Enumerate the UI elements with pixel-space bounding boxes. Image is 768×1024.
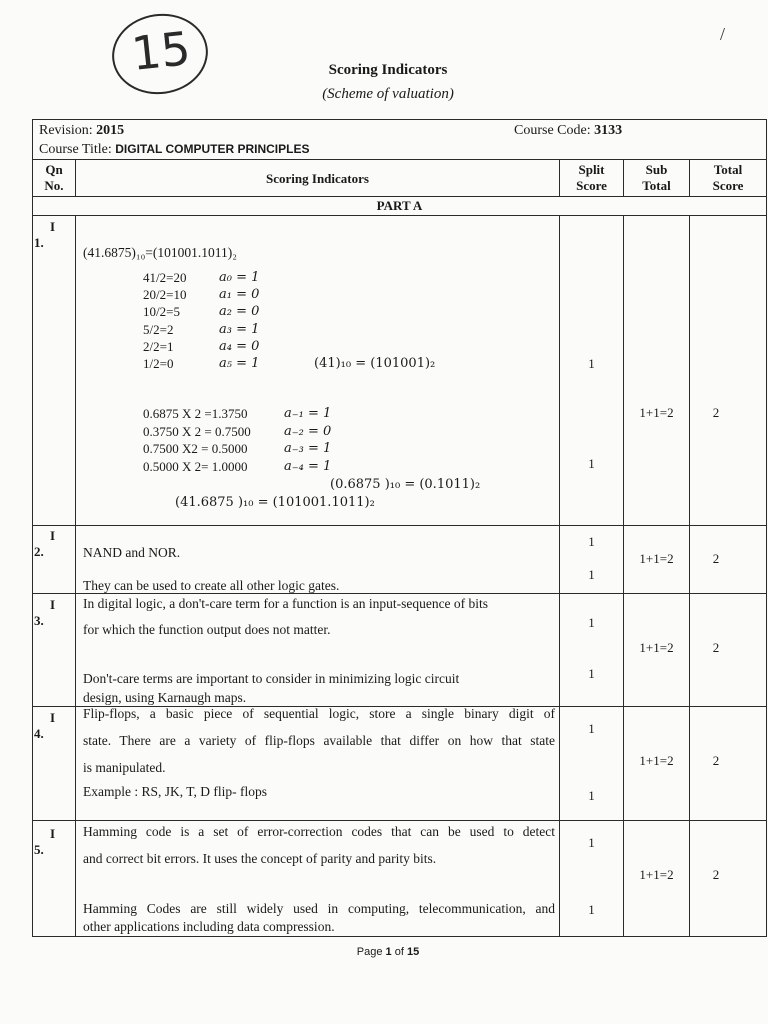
q4-part: I [50, 710, 56, 725]
q1-div-op: 1/2=0 [143, 356, 174, 372]
stray-mark: / [720, 24, 726, 44]
q4-line-4: Example : RS, JK, T, D flip- flops [83, 784, 267, 799]
page-total: 15 [406, 946, 420, 958]
header-split-score-word: Score [576, 178, 607, 193]
q1-mult-op: 0.5000 X 2= 1.0000 [143, 458, 248, 474]
q3-part: I [50, 597, 56, 612]
course-title [39, 141, 309, 158]
q2-number [34, 528, 56, 560]
q1-div-bit: a₃ = 1 [219, 321, 260, 337]
q5-number [34, 826, 56, 858]
q1-div-op: 41/2=20 [143, 270, 187, 285]
q2-line-2: They can be used to create all other logic gates. [83, 578, 340, 593]
page-number: 1 [385, 946, 392, 958]
q4-total-score: 2 [712, 753, 720, 768]
q1-mult-bit: a₋₃ = 1 [284, 441, 332, 456]
q3-number [34, 597, 56, 629]
course-code-value: 3133 [594, 123, 623, 138]
q1-division-ops [143, 269, 186, 372]
q4-split-score-2: 1 [588, 788, 595, 803]
course-title-value: DIGITAL COMPUTER PRINCIPLES [115, 142, 310, 156]
header-total-score [690, 162, 766, 194]
q5-sub-total: 1+1=2 [639, 867, 674, 882]
q4-line-1: Flip-flops, a basic piece of sequential logic, store a single binary digit of [83, 706, 555, 721]
revision-value: 2015 [96, 123, 125, 138]
q1-mult-bit: a₋₁ = 1 [284, 406, 332, 421]
document-title: Scoring Indicators [328, 62, 448, 78]
q5-num: 5. [34, 842, 44, 857]
header-sub: Sub [645, 162, 668, 177]
q1-div-bit: a₀ = 1 [219, 270, 260, 285]
header-scoring-indicators: Scoring Indicators [266, 171, 369, 186]
q1-frac-result: (0.6875 )₁₀ = (0.1011)₂ [330, 477, 481, 492]
q3-num: 3. [34, 613, 44, 628]
q5-part: I [50, 826, 56, 841]
q5-line-4: other applications including data compression. [83, 919, 335, 934]
q3-line-4: design, using Karnaugh maps. [83, 690, 247, 705]
header-no: No. [44, 178, 64, 193]
q1-mult-bit: a₋₂ = 0 [284, 423, 332, 439]
q1-mult-bit: a₋₄ = 1 [284, 458, 332, 474]
q1-div-op: 10/2=5 [143, 304, 180, 320]
q3-total-score: 2 [712, 640, 720, 655]
page-footer [0, 946, 768, 958]
q1-mult-bits [284, 405, 331, 475]
header-total-score-word: Score [712, 178, 744, 193]
q1-num: 1. [34, 235, 44, 250]
q5-line-1: Hamming code is a set of error-correction codes that can be used to detect [83, 824, 555, 839]
q3-split-score-2: 1 [588, 666, 595, 681]
header-total: Total [713, 162, 743, 177]
q1-final-result: (41.6875 )₁₀ = (101001.1011)₂ [175, 495, 375, 510]
header-split-score [560, 162, 623, 194]
q4-num: 4. [34, 726, 44, 741]
q1-div-bit: a₁ = 0 [219, 287, 260, 303]
q1-split-score-2: 1 [588, 456, 595, 471]
document-subtitle: (Scheme of valuation) [322, 86, 454, 102]
q1-div-op: 20/2=10 [143, 287, 187, 303]
q1-total-score: 2 [712, 405, 720, 420]
q1-mult-op: 0.3750 X 2 = 0.7500 [143, 423, 251, 439]
q1-heading: (41.6875)₁₀=(101001.1011)₂ [83, 245, 237, 260]
course-code [514, 122, 622, 139]
q4-line-2: state. There are a variety of flip-flops available that differ on how that state [83, 733, 555, 748]
q2-total-score: 2 [712, 551, 720, 566]
q1-div-bit: a₅ = 1 [219, 356, 260, 372]
q2-split-score-2: 1 [588, 567, 595, 582]
header-sub-total-word: Total [642, 178, 671, 193]
header-split: Split [578, 162, 605, 177]
q1-div-op: 2/2=1 [143, 338, 174, 354]
q4-line-3: is manipulated. [83, 760, 166, 775]
header-qn-no [33, 162, 75, 194]
page-label: Page [356, 946, 383, 958]
handwritten-page-mark: 15 [129, 21, 193, 81]
header-qn: Qn [45, 162, 63, 177]
q3-split-score-1: 1 [588, 615, 595, 630]
q2-sub-total: 1+1=2 [639, 551, 674, 566]
q5-split-score-1: 1 [588, 835, 595, 850]
q1-mult-ops [143, 405, 251, 475]
q1-number [34, 219, 56, 251]
q3-sub-total: 1+1=2 [639, 640, 674, 655]
q5-split-score-2: 1 [588, 902, 595, 917]
course-code-label: Course Code: [514, 123, 591, 138]
header-sub-total [624, 162, 689, 194]
q2-line-1: NAND and NOR. [83, 545, 181, 560]
q4-split-score-1: 1 [588, 721, 595, 736]
page-of-label: of [394, 946, 404, 958]
revision [39, 122, 124, 139]
q1-division-bits [219, 269, 259, 372]
section-part-a: PART A [376, 198, 423, 213]
q1-mult-op: 0.6875 X 2 =1.3750 [143, 406, 248, 421]
course-title-label: Course Title: [39, 142, 112, 157]
q1-div-bit: a₂ = 0 [219, 304, 260, 320]
q1-mult-op: 0.7500 X2 = 0.5000 [143, 441, 248, 456]
revision-label: Revision: [39, 123, 93, 138]
q1-part: I [50, 219, 56, 234]
q2-num: 2. [34, 544, 44, 559]
q5-total-score: 2 [712, 867, 720, 882]
q1-sub-total: 1+1=2 [639, 405, 674, 420]
q2-split-score-1: 1 [588, 534, 595, 549]
q1-int-result: (41)₁₀ = (101001)₂ [314, 356, 436, 371]
q2-part: I [50, 528, 56, 543]
q3-line-1: In digital logic, a don't-care term for a function is an input-sequence of bits [83, 596, 489, 611]
q1-div-op: 5/2=2 [143, 321, 174, 337]
q5-line-3: Hamming Codes are still widely used in computing, telecommunication, and [83, 901, 555, 916]
q4-number [34, 710, 56, 742]
q5-line-2: and correct bit errors. It uses the concept of parity and parity bits. [83, 851, 437, 866]
q3-line-3: Don't-care terms are important to consider in minimizing logic circuit [83, 671, 460, 686]
q1-split-score-1: 1 [588, 356, 595, 371]
q4-sub-total: 1+1=2 [639, 753, 674, 768]
q3-line-2: for which the function output does not matter. [83, 622, 331, 637]
q1-div-bit: a₄ = 0 [219, 338, 260, 354]
